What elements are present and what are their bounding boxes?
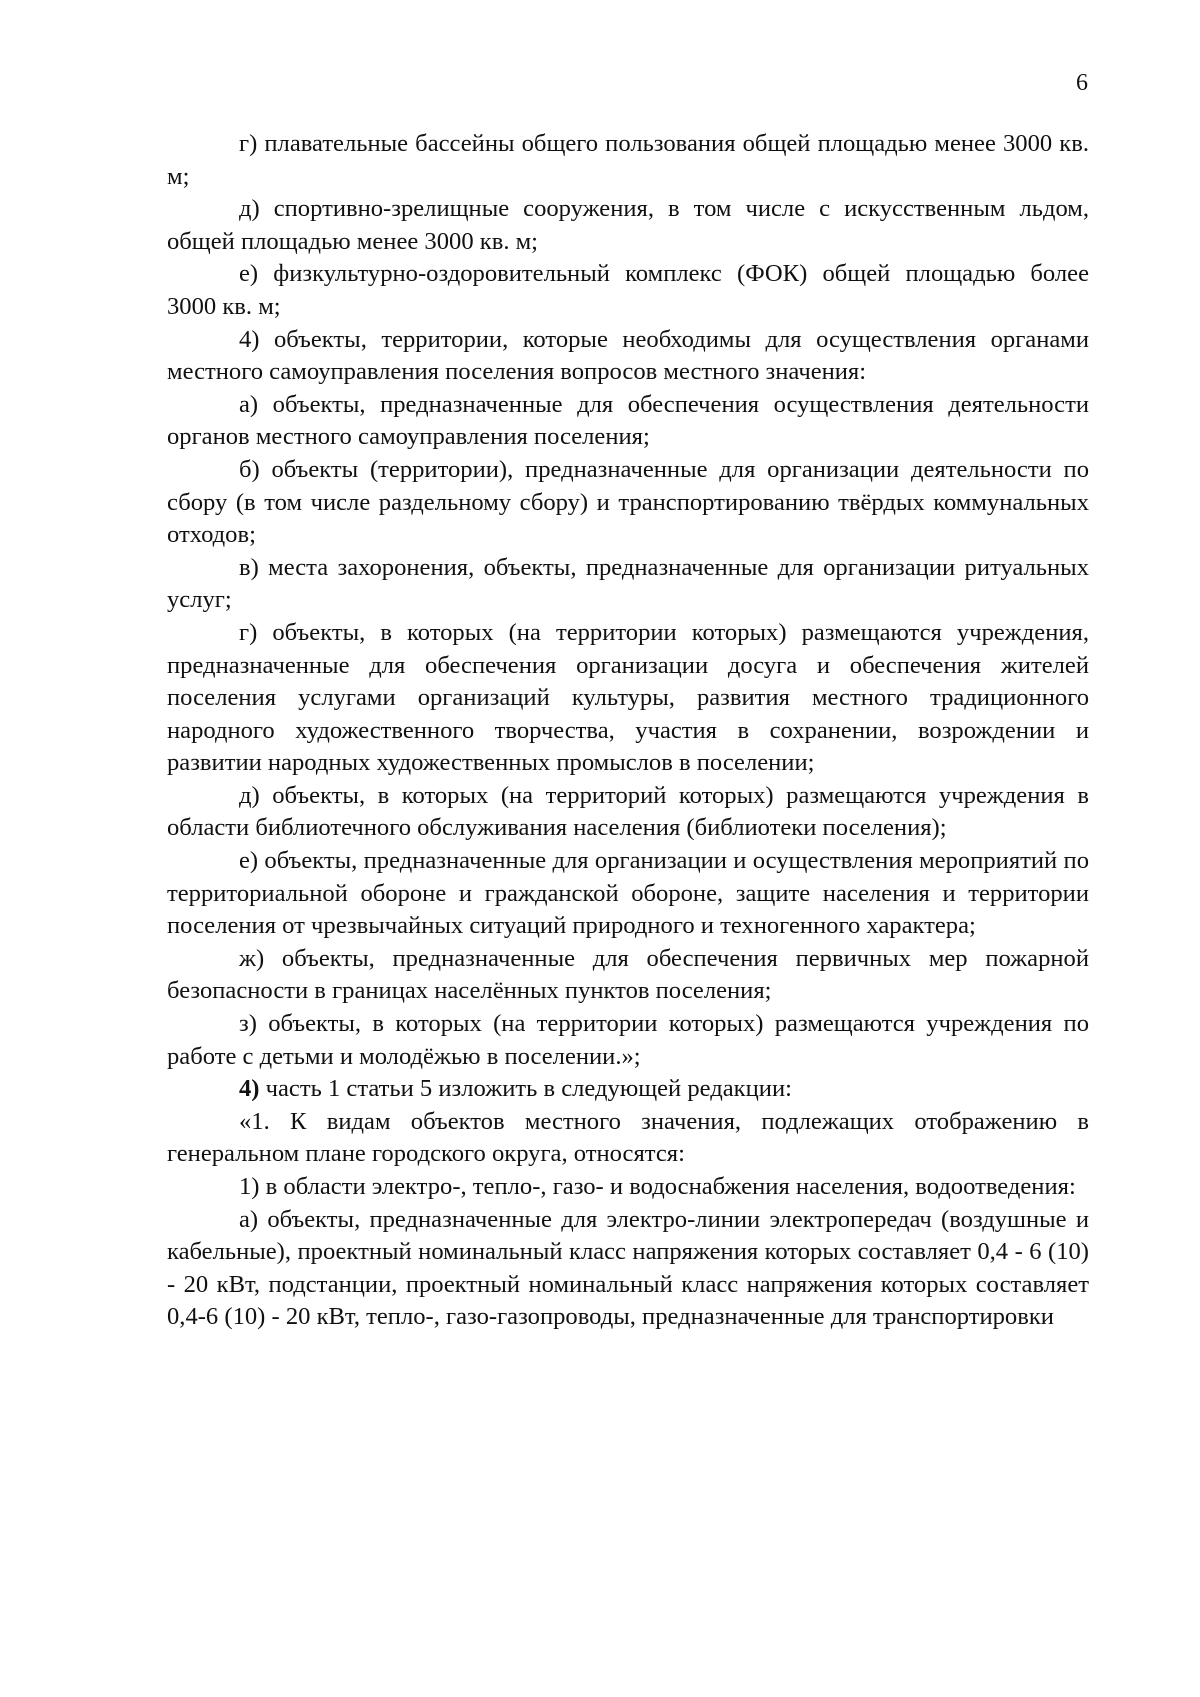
- paragraph: [167, 128, 1089, 193]
- paragraph-text: г) объекты, в которых (на территории которых) размещаются учреждения, предназначенные для обеспечения организации досуга и обеспечения жителей поселения услугами организаций культуры, развития местного традиционного народного художественного творчества, участия в сохранении, возрождении и развитии народных художественных промыслов в поселении;: [167, 618, 1089, 777]
- paragraph-text: «1. К видам объектов местного значения, подлежащих отображению в генеральном плане городского округа, относятся:: [167, 1107, 1089, 1168]
- paragraph-text: а) объекты, предназначенные для электро-линии электропередач (воздушные и кабельные), проектный номинальный класс напряжения которых составляет 0,4 - 6 (10) - 20 кВт, подстанции, проектный номинальный класс напряжения которых составляет 0,4-6 (10) - 20 кВт, тепло-, газо-газопроводы, предназначенные для транспортировки: [167, 1205, 1089, 1331]
- paragraph: [167, 1171, 1089, 1204]
- paragraph-text: е) объекты, предназначенные для организации и осуществления мероприятий по территориальной обороне и гражданской обороне, защите населения и территории поселения от чрезвычайных ситуаций природного и техногенного характера;: [167, 847, 1089, 940]
- paragraph-text: з) объекты, в которых (на территории которых) размещаются учреждения по работе с детьми и молодёжью в поселении.»;: [167, 1010, 1089, 1070]
- paragraph-text: а) объекты, предназначенные для обеспечения осуществления деятельности органов местного самоуправления поселения;: [167, 390, 1089, 451]
- paragraph: [167, 943, 1089, 1008]
- paragraph-text: г) плавательные бассейны общего пользования общей площадью менее 3000 кв. м;: [167, 130, 1089, 190]
- paragraph: [167, 454, 1089, 552]
- paragraph: [167, 552, 1089, 617]
- paragraph-text: д) спортивно-зрелищные сооружения, в том числе с искусственным льдом, общей площадью менее 3000 кв. м;: [167, 195, 1089, 255]
- page-number: 6: [1076, 70, 1088, 96]
- paragraph: [167, 1204, 1089, 1334]
- paragraph: [167, 780, 1089, 845]
- paragraph: [167, 258, 1089, 323]
- paragraph-text: 4) объекты, территории, которые необходимы для осуществления органами местного самоуправления поселения вопросов местного значения:: [167, 325, 1089, 386]
- paragraph: [167, 389, 1089, 454]
- document-body: [167, 128, 1089, 1334]
- paragraph: [167, 1073, 1089, 1106]
- paragraph-text: б) объекты (территории), предназначенные для организации деятельности по сбору (в том числе раздельному сбору) и транспортированию твёрдых коммунальных отходов;: [167, 455, 1089, 549]
- paragraph-text: часть 1 статьи 5 изложить в следующей редакции:: [259, 1075, 792, 1103]
- paragraph-text: 1) в области электро-, тепло-, газо- и водоснабжения населения, водоотведения:: [239, 1173, 1076, 1200]
- paragraph-text: е) физкультурно-оздоровительный комплекс (ФОК) общей площадью более 3000 кв. м;: [167, 260, 1089, 320]
- paragraph: [167, 617, 1089, 780]
- paragraph: [167, 324, 1089, 389]
- paragraph-lead: 4): [239, 1075, 260, 1103]
- paragraph-text: в) места захоронения, объекты, предназначенные для организации ритуальных услуг;: [167, 553, 1089, 614]
- paragraph: [167, 193, 1089, 258]
- paragraph: [167, 1106, 1089, 1171]
- paragraph: [167, 1008, 1089, 1073]
- paragraph: [167, 845, 1089, 943]
- paragraph-text: д) объекты, в которых (на территорий которых) размещаются учреждения в области библиотечного обслуживания населения (библиотеки поселения);: [167, 781, 1089, 842]
- paragraph-text: ж) объекты, предназначенные для обеспечения первичных мер пожарной безопасности в границах населённых пунктов поселения;: [167, 944, 1089, 1005]
